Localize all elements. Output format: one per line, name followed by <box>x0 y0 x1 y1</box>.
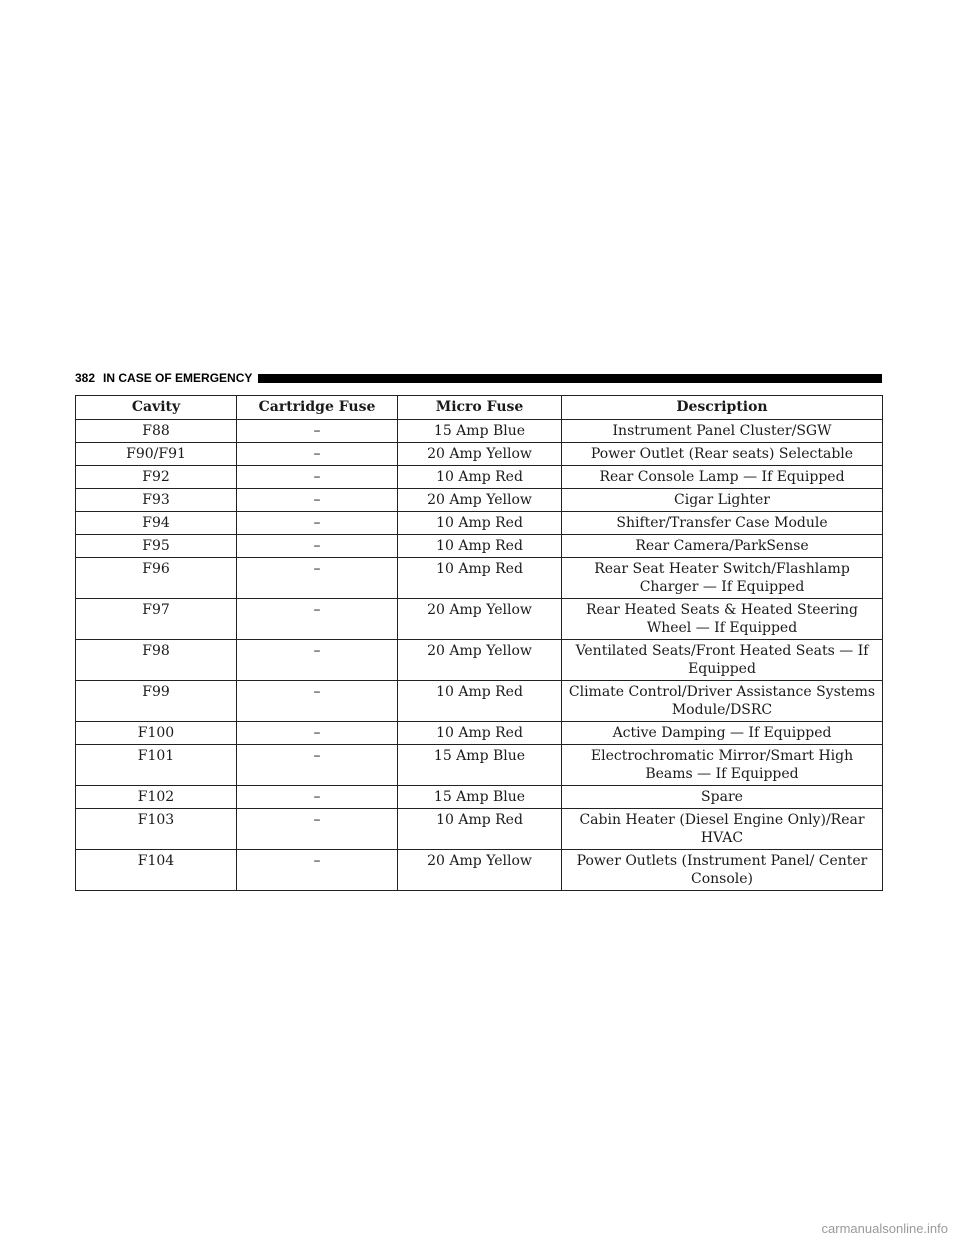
table-row <box>76 640 883 681</box>
cartridge-fuse-cell: – <box>237 420 398 443</box>
micro-fuse-cell: 15 Amp Blue <box>398 786 562 809</box>
column-header-description: Description <box>562 396 883 420</box>
cavity-cell: F99 <box>76 681 237 722</box>
cavity-cell: F93 <box>76 489 237 512</box>
section-title: IN CASE OF EMERGENCY <box>103 371 253 385</box>
cavity-cell: F103 <box>76 809 237 850</box>
table-row <box>76 681 883 722</box>
micro-fuse-cell: 10 Amp Red <box>398 558 562 599</box>
cartridge-fuse-cell: – <box>237 850 398 891</box>
cartridge-fuse-cell: – <box>237 681 398 722</box>
micro-fuse-cell: 20 Amp Yellow <box>398 640 562 681</box>
cartridge-fuse-cell: – <box>237 443 398 466</box>
micro-fuse-cell: 15 Amp Blue <box>398 745 562 786</box>
cavity-cell: F100 <box>76 722 237 745</box>
cavity-cell: F98 <box>76 640 237 681</box>
cavity-cell: F96 <box>76 558 237 599</box>
table-row <box>76 809 883 850</box>
table-row <box>76 786 883 809</box>
cavity-cell: F95 <box>76 535 237 558</box>
fuse-table <box>75 395 883 891</box>
description-cell: Power Outlets (Instrument Panel/ Center Console) <box>562 850 883 891</box>
table-row <box>76 850 883 891</box>
cartridge-fuse-cell: – <box>237 599 398 640</box>
column-header-cavity: Cavity <box>76 396 237 420</box>
cavity-cell: F104 <box>76 850 237 891</box>
header-rule <box>258 374 882 383</box>
table-header-row <box>76 396 883 420</box>
table-row <box>76 512 883 535</box>
table-row <box>76 535 883 558</box>
description-cell: Electrochromatic Mirror/Smart High Beams — If Equipped <box>562 745 883 786</box>
description-cell: Active Damping — If Equipped <box>562 722 883 745</box>
description-cell: Spare <box>562 786 883 809</box>
micro-fuse-cell: 20 Amp Yellow <box>398 599 562 640</box>
description-cell: Climate Control/Driver Assistance Systems Module/DSRC <box>562 681 883 722</box>
micro-fuse-cell: 10 Amp Red <box>398 681 562 722</box>
watermark: carmanualsonline.info <box>821 1221 948 1236</box>
description-cell: Ventilated Seats/Front Heated Seats — If Equipped <box>562 640 883 681</box>
cavity-cell: F90/F91 <box>76 443 237 466</box>
description-cell: Rear Console Lamp — If Equipped <box>562 466 883 489</box>
description-cell: Rear Camera/ParkSense <box>562 535 883 558</box>
table-row <box>76 745 883 786</box>
cartridge-fuse-cell: – <box>237 512 398 535</box>
cartridge-fuse-cell: – <box>237 640 398 681</box>
description-cell: Power Outlet (Rear seats) Selectable <box>562 443 883 466</box>
description-cell: Cigar Lighter <box>562 489 883 512</box>
micro-fuse-cell: 10 Amp Red <box>398 535 562 558</box>
micro-fuse-cell: 20 Amp Yellow <box>398 443 562 466</box>
table-row <box>76 558 883 599</box>
table-row <box>76 466 883 489</box>
cavity-cell: F92 <box>76 466 237 489</box>
description-cell: Rear Heated Seats & Heated Steering Wheel — If Equipped <box>562 599 883 640</box>
cartridge-fuse-cell: – <box>237 722 398 745</box>
micro-fuse-cell: 20 Amp Yellow <box>398 489 562 512</box>
cavity-cell: F102 <box>76 786 237 809</box>
table-row <box>76 489 883 512</box>
micro-fuse-cell: 10 Amp Red <box>398 512 562 535</box>
cartridge-fuse-cell: – <box>237 466 398 489</box>
column-header-micro-fuse: Micro Fuse <box>398 396 562 420</box>
cartridge-fuse-cell: – <box>237 535 398 558</box>
description-cell: Shifter/Transfer Case Module <box>562 512 883 535</box>
micro-fuse-cell: 15 Amp Blue <box>398 420 562 443</box>
cartridge-fuse-cell: – <box>237 558 398 599</box>
cartridge-fuse-cell: – <box>237 489 398 512</box>
page-number: 382 <box>75 371 96 385</box>
cartridge-fuse-cell: – <box>237 809 398 850</box>
cavity-cell: F97 <box>76 599 237 640</box>
table-row <box>76 443 883 466</box>
cavity-cell: F101 <box>76 745 237 786</box>
fuse-table-body <box>76 420 883 891</box>
table-row <box>76 599 883 640</box>
cartridge-fuse-cell: – <box>237 786 398 809</box>
page-header <box>75 370 882 386</box>
column-header-cartridge-fuse: Cartridge Fuse <box>237 396 398 420</box>
table-row <box>76 722 883 745</box>
micro-fuse-cell: 20 Amp Yellow <box>398 850 562 891</box>
table-row <box>76 420 883 443</box>
micro-fuse-cell: 10 Amp Red <box>398 722 562 745</box>
cavity-cell: F94 <box>76 512 237 535</box>
description-cell: Instrument Panel Cluster/SGW <box>562 420 883 443</box>
micro-fuse-cell: 10 Amp Red <box>398 466 562 489</box>
cartridge-fuse-cell: – <box>237 745 398 786</box>
description-cell: Cabin Heater (Diesel Engine Only)/Rear HVAC <box>562 809 883 850</box>
micro-fuse-cell: 10 Amp Red <box>398 809 562 850</box>
cavity-cell: F88 <box>76 420 237 443</box>
description-cell: Rear Seat Heater Switch/Flashlamp Charger — If Equipped <box>562 558 883 599</box>
